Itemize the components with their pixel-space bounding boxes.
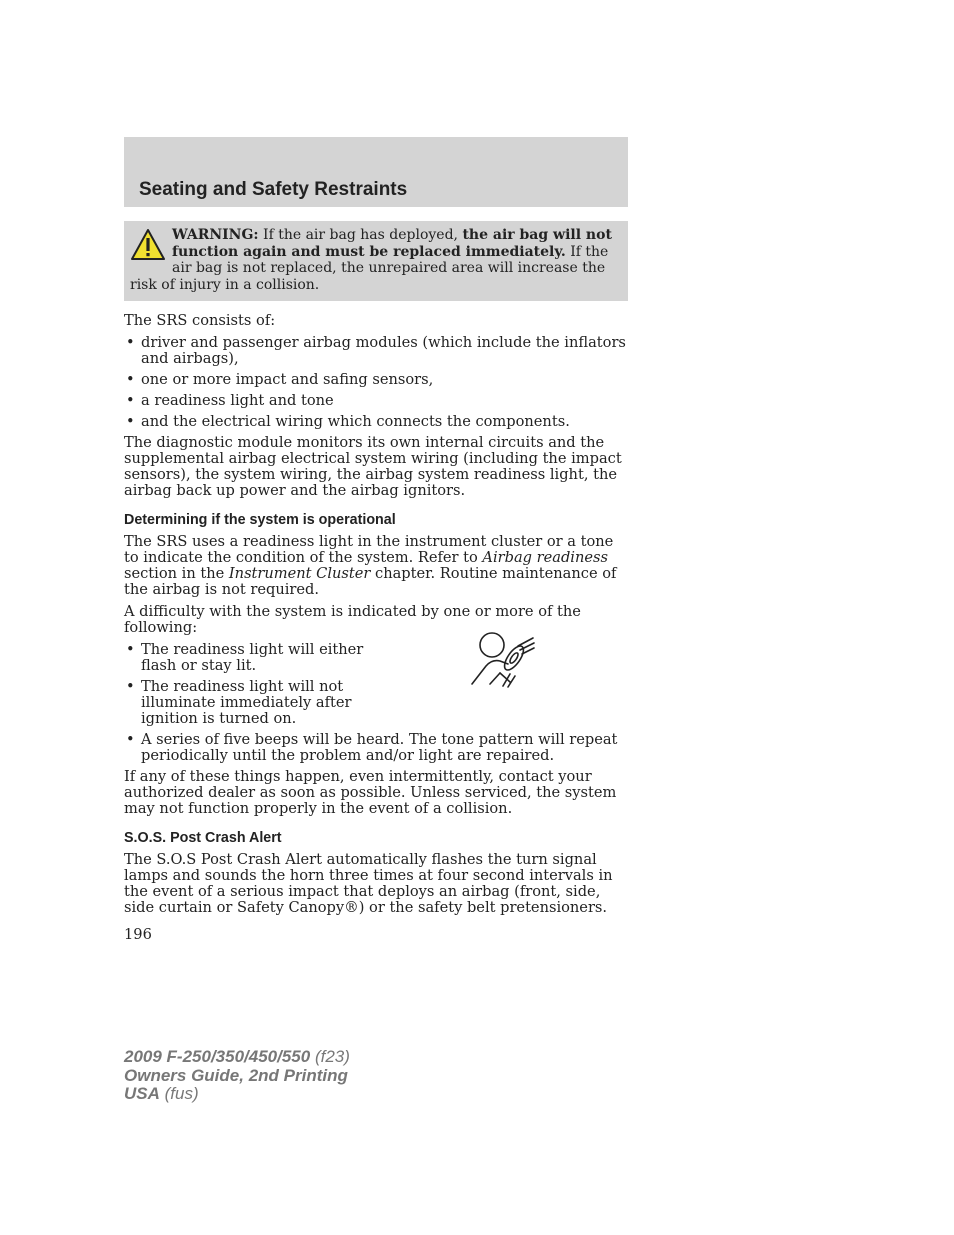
section-title: Seating and Safety Restraints [139,179,408,200]
main-content [124,313,628,922]
sos-paragraph: The S.O.S Post Crash Alert automatically flashes the turn signal lamps and sounds the horn three times at four second intervals in the event of a serious impact that deploys an airbag (front, side, side curtain or Safety Canopy®) or the safety belt pretensioners. [124,851,613,916]
difficulty-list [124,642,628,764]
page-number: 196 [124,926,152,943]
section-header-band [124,137,628,207]
list-item: • and the electrical wiring which connects the components. [124,414,628,430]
list-item: • The readiness light will not illuminate immediately after ignition is turned on. [124,679,381,727]
list-item: • one or more impact and safing sensors, [124,372,628,388]
list-item: • driver and passenger airbag modules (which include the inflators and airbags), [124,335,628,367]
diagnostic-paragraph: The diagnostic module monitors its own internal circuits and the supplemental airbag electrical system wiring (including the impact sensors), the system wiring, the airbag system readiness light, the airbag back up power and the airbag ignitors. [124,434,622,499]
srs-component-list [124,335,628,430]
difficulty-paragraph: A difficulty with the system is indicated by one or more of the following: [124,603,581,636]
list-item: • The readiness light will either flash or stay lit. [124,642,381,674]
warning-bold-text: the air bag will not function again and must be replaced immediately. [172,227,612,260]
footer-line-region: USA (fus) [124,1084,199,1103]
airbag-readiness-icon [470,628,536,688]
operational-heading: Determining if the system is operational [124,512,396,528]
srs-intro: The SRS consists of: [124,312,276,329]
service-paragraph: If any of these things happen, even intermittently, contact your authorized dealer as soon as possible. Unless serviced, the system may not function properly in the event of a collision. [124,768,617,817]
airbag-readiness-ref: Airbag readiness [482,549,608,566]
footer-doc-info [124,1048,350,1104]
warning-text: WARNING: If the air bag has deployed, the air bag will not function again and must be replaced immediately. If the air bag is not replaced, the unrepaired area will increase the risk of injury in a collision. [130,227,612,293]
instrument-cluster-ref: Instrument Cluster [228,565,371,582]
warning-label: WARNING: [172,227,259,243]
footer-line-printing: Owners Guide, 2nd Printing [124,1065,348,1085]
list-item: • A series of five beeps will be heard. The tone pattern will repeat periodically until the problem and/or light are repaired. [124,732,628,764]
footer-line-model: 2009 F-250/350/450/550 (f23) [124,1047,350,1066]
list-item: • a readiness light and tone [124,393,628,409]
warning-triangle-icon [130,228,166,262]
warning-box [124,221,628,301]
sos-heading: S.O.S. Post Crash Alert [124,830,282,846]
operational-paragraph: The SRS uses a readiness light in the instrument cluster or a tone to indicate the condition of the system. Refer to Airbag readiness section in the Instrument Cluster chapter. Routine maintenance of the airbag is not required. [124,533,617,598]
